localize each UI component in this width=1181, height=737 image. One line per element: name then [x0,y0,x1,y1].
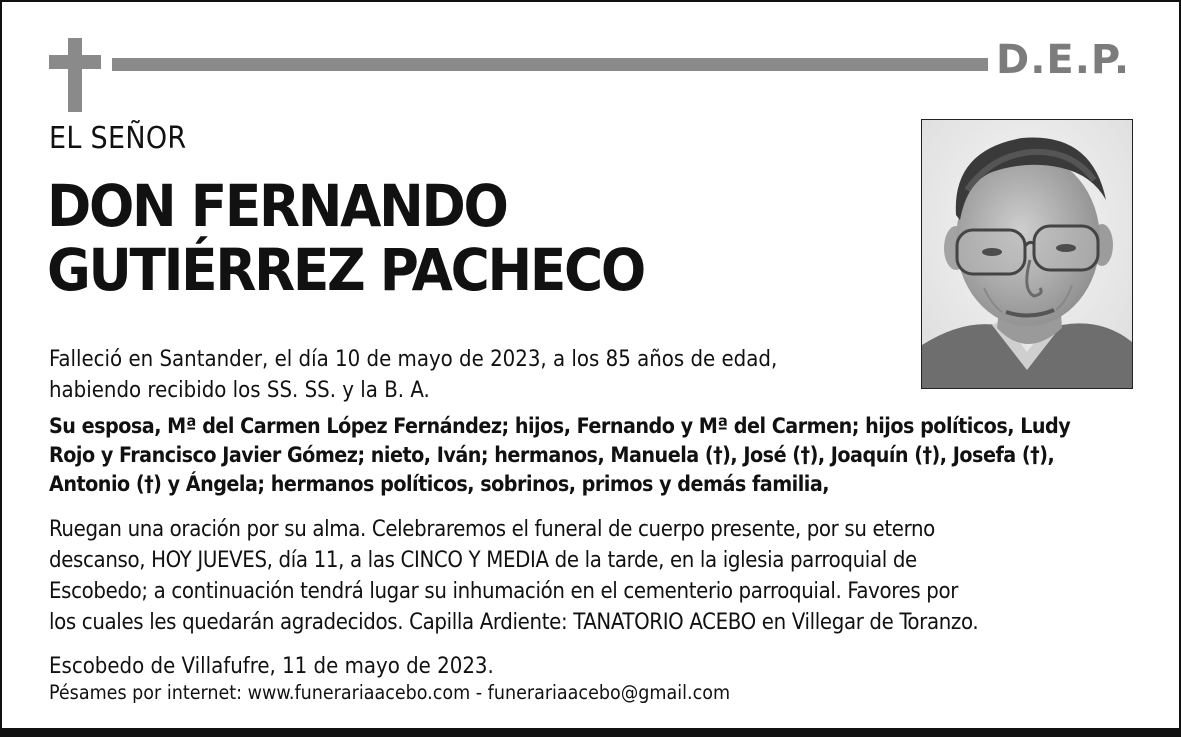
death-notice [49,344,777,406]
funeral-line-3: Escobedo; a continuación tendrá lugar su inhumación en el cementerio parroquial. Favores por [49,579,959,604]
family-line-2: Rojo y Francisco Javier Gómez; nieto, Iván; hermanos, Manuela (†), José (†), Joaquín (†), Josefa (†), [49,443,1055,468]
funeral-line-4: los cuales les quedarán agradecidos. Capilla Ardiente: TANATORIO ACEBO en Villegar de Toranzo. [49,610,979,635]
family-line-1: Su esposa, Mª del Carmen López Fernández; hijos, Fernando y Mª del Carmen; hijos políticos, Ludy [49,414,1071,439]
family-line-3: Antonio (†) y Ángela; hermanos políticos, sobrinos, primos y demás familia, [49,472,830,497]
cross-horizontal-bar [49,55,101,69]
header-rule [112,58,988,71]
name-line-1: DON FERNANDO [47,172,507,240]
cross-vertical-bar [68,38,82,112]
name-line-2: GUTIÉRREZ PACHECO [47,236,644,304]
deceased-name [47,174,644,302]
dep-label: D.E.P. [996,37,1131,83]
funeral-line-2: descanso, HOY JUEVES, día 11, a las CINCO Y MEDIA de la tarde, en la iglesia parroquial de [49,548,917,573]
place-and-date: Escobedo de Villafufre, 11 de mayo de 2023. [49,654,494,679]
death-notice-line-1: Falleció en Santander, el día 10 de mayo de 2023, a los 85 años de edad, [49,347,778,372]
family-list [49,412,1070,499]
portrait-illustration [922,120,1132,388]
funeral-details [49,514,978,638]
condolences-contact: Pésames por internet: www.funerariaacebo.com - funerariaacebo@gmail.com [49,681,731,704]
portrait-photo [921,119,1133,389]
death-notice-line-2: habiendo recibido los SS. SS. y la B. A. [49,378,430,403]
funeral-line-1: Ruegan una oración por su alma. Celebraremos el funeral de cuerpo presente, por su eterno [49,517,935,542]
honorific: EL SEÑOR [49,121,187,156]
